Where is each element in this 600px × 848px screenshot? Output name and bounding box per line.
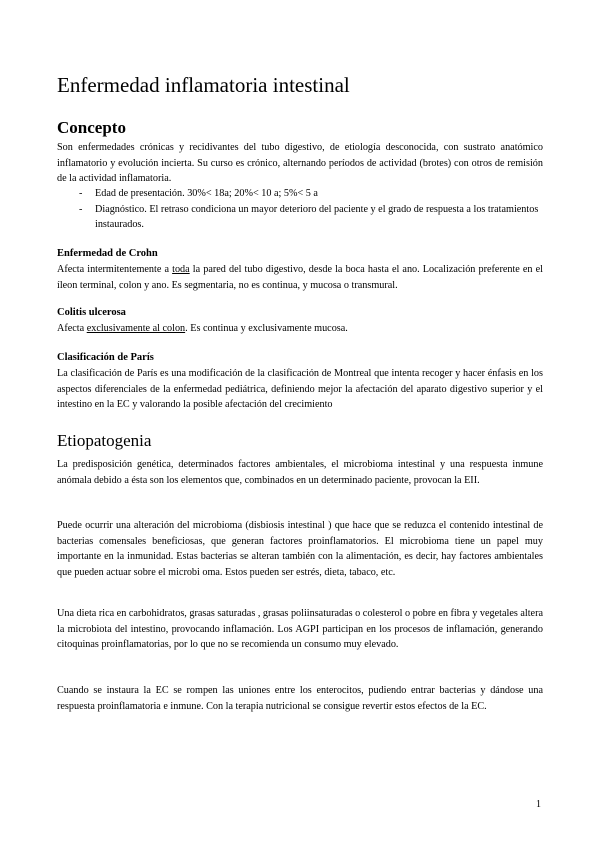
document-title: Enfermedad inflamatoria intestinal (57, 73, 350, 97)
crohn-paragraph (57, 262, 543, 293)
colitis-text-start: Afecta (57, 323, 87, 334)
concepto-bullet-list (57, 186, 543, 233)
bullet-text: Edad de presentación. 30%< 18a; 20%< 10 a; 5%< 5 a (95, 188, 318, 199)
concepto-paragraph: Son enfermedades crónicas y recidivantes del tubo digestivo, de etiología desconocida, con sustrato anatómico inflamatorio y evolución incierta. Su curso es crónico, alternando períodos de actividad (brotes) con otros de remisión de la actividad inflamatoria. (57, 142, 543, 185)
bullet-item (57, 186, 543, 202)
bullet-dash: - (79, 203, 83, 215)
bullet-text: Diagnóstico. El retraso condiciona un mayor deterioro del paciente y el grado de respuesta a los tratamientos instaurados. (95, 203, 539, 231)
subheading-crohn: Enfermedad de Crohn (57, 248, 158, 259)
section-heading-concepto: Concepto (57, 118, 126, 137)
page-number: 1 (536, 799, 541, 810)
etiopatogenia-paragraph-4: Cuando se instaura la EC se rompen las uniones entre los enterocitos, pudiendo entrar bacterias y dándose una respuesta proinflamatoria e inmune. Con la terapia nutricional se consigue revertir estos efectos de la EC. (57, 685, 543, 712)
crohn-emphasis: toda (172, 264, 190, 275)
paris-paragraph: La clasificación de París es una modificación de la clasificación de Montreal que intenta recoger y hacer énfasis en los aspectos diferenciales de la enfermedad pediátrica, definiendo mejor la afectación del aparato digestivo superior y el intestino en la EC y valorando la posible afectación del crecimiento (57, 368, 543, 411)
subheading-colitis: Colitis ulcerosa (57, 307, 126, 318)
bullet-dash: - (79, 188, 83, 199)
colitis-paragraph (57, 321, 543, 337)
etiopatogenia-paragraph-3: Una dieta rica en carbohidratos, grasas saturadas , grasas poliinsaturadas o colesterol o pobre en fibra y vegetales altera la microbiota del intestino, provocando inflamación. Los AGPI participan en los procesos de inflamación, generando citoquinas proinflamatorias, por lo que no se recomienda un consumo muy elevado. (57, 608, 543, 651)
colitis-text-end: . Es continua y exclusivamente mucosa. (185, 323, 348, 334)
colitis-emphasis: exclusivamente al colon (86, 323, 186, 334)
crohn-text-end: la pared del tubo digestivo, desde la boca hasta el ano. Localización preferente en el íleon terminal, colon y ano. Es segmentaria, no es continua, y mucosa o transmural. (57, 264, 543, 291)
subheading-paris: Clasificación de París (57, 352, 154, 363)
etiopatogenia-paragraph-2: Puede ocurrir una alteración del microbioma (disbiosis intestinal ) que hace que se reduzca el contenido intestinal de bacterias comensales beneficiosas, que generan factores proinflamatorios. El microbioma tiene un papel muy importante en la inmunidad. Estas bacterias se alteran también con la alimentación, es decir, hay factores ambientales que pueden actuar sobre el microbi oma. Estos pueden ser estrés, dieta, tabaco, etc. (57, 520, 543, 578)
bullet-item (57, 202, 543, 233)
section-heading-etiopatogenia: Etiopatogenia (57, 431, 152, 450)
etiopatogenia-paragraph-1: La predisposición genética, determinados factores ambientales, el microbioma intestinal y una respuesta inmune anómala debido a ésta son los elementos que, combinados en un determinado paciente, provocan la EII. (57, 459, 543, 486)
crohn-text-start: Afecta intermitentemente a (57, 264, 173, 275)
